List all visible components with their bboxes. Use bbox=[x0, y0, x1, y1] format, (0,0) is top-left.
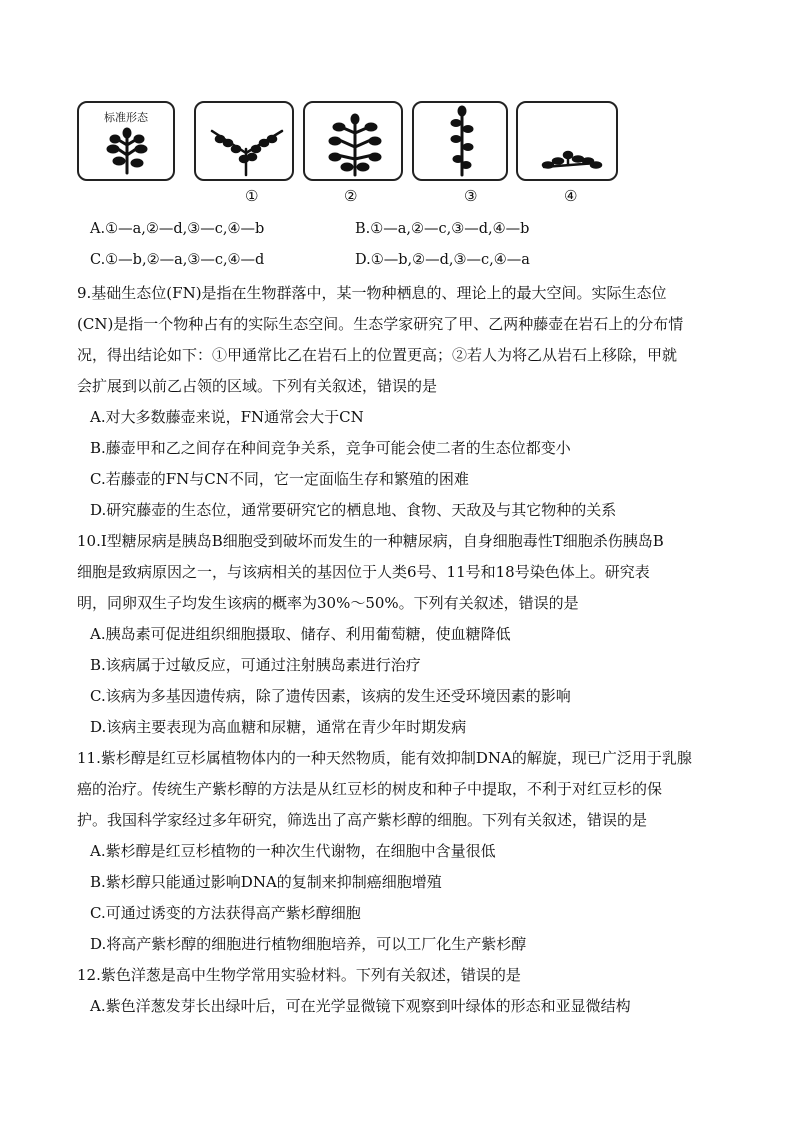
q9-option-a: A.对大多数藤壶来说，FN通常会大于CN bbox=[90, 408, 364, 426]
q11-stem-line: 癌的治疗。传统生产紫杉醇的方法是从红豆杉的树皮和种子中提取，不利于对红豆杉的保 bbox=[77, 780, 663, 798]
q9-stem-line: (CN)是指一个物种占有的实际生态空间。生态学家研究了甲、乙两种藤壶在岩石上的分布情 bbox=[77, 315, 684, 333]
q9-option-b: B.藤壶甲和乙之间存在种间竞争关系，竞争可能会使二者的生态位都变小 bbox=[90, 439, 571, 457]
q10-option-c: C.该病为多基因遗传病，除了遗传因素，该病的发生还受环境因素的影响 bbox=[90, 687, 571, 705]
panel-number-4: ④ bbox=[564, 187, 578, 205]
plant-standard-icon bbox=[79, 103, 177, 183]
plant-morphology-figure bbox=[77, 101, 657, 185]
q8-option-a: A.①—a,②—d,③—c,④—b bbox=[90, 221, 265, 237]
panel-2 bbox=[303, 101, 403, 181]
panel-1 bbox=[194, 101, 294, 181]
q8-option-d: D.①—b,②—d,③—c,④—a bbox=[355, 252, 530, 268]
q9-stem-line: 况，得出结论如下：①甲通常比乙在岩石上的位置更高；②若人为将乙从岩石上移除，甲就 bbox=[77, 346, 678, 364]
panel-number-2: ② bbox=[344, 187, 358, 205]
q9-option-d: D.研究藤壶的生态位，通常要研究它的栖息地、食物、天敌及与其它物种的关系 bbox=[90, 501, 617, 519]
plant-dwarf-icon bbox=[518, 103, 620, 183]
q9-stem-line: 9.基础生态位(FN)是指在生物群落中，某一物种栖息的、理论上的最大空间。实际生态位 bbox=[77, 284, 667, 302]
q12-stem-line: 12.紫色洋葱是高中生物学常用实验材料。下列有关叙述，错误的是 bbox=[77, 966, 521, 984]
q8-option-b: B.①—a,②—c,③—d,④—b bbox=[355, 221, 530, 237]
plant-bushy-icon bbox=[305, 103, 405, 183]
q11-option-d: D.将高产紫杉醇的细胞进行植物细胞培养，可以工厂化生产紫杉醇 bbox=[90, 935, 527, 953]
q10-option-a: A.胰岛素可促进组织细胞摄取、储存、利用葡萄糖，使血糖降低 bbox=[90, 625, 511, 643]
standard-label: 标准形态 bbox=[104, 111, 148, 124]
q12-option-a: A.紫色洋葱发芽长出绿叶后，可在光学显微镜下观察到叶绿体的形态和亚显微结构 bbox=[90, 997, 631, 1015]
panel-standard bbox=[77, 101, 175, 181]
panel-4 bbox=[516, 101, 618, 181]
q10-option-b: B.该病属于过敏反应，可通过注射胰岛素进行治疗 bbox=[90, 656, 421, 674]
panel-number-3: ③ bbox=[464, 187, 478, 205]
panel-number-1: ① bbox=[245, 187, 259, 205]
q10-stem-line: 10.Ⅰ型糖尿病是胰岛B细胞受到破坏而发生的一种糖尿病，自身细胞毒性T细胞杀伤胰岛B bbox=[77, 532, 664, 550]
panel-3 bbox=[412, 101, 508, 181]
q10-stem-line: 明，同卵双生子均发生该病的概率为30%～50%。下列有关叙述，错误的是 bbox=[77, 594, 579, 612]
q10-option-d: D.该病主要表现为高血糖和尿糖，通常在青少年时期发病 bbox=[90, 718, 467, 736]
q11-stem-line: 护。我国科学家经过多年研究，筛选出了高产紫杉醇的细胞。下列有关叙述，错误的是 bbox=[77, 811, 648, 829]
q11-option-b: B.紫杉醇只能通过影响DNA的复制来抑制癌细胞增殖 bbox=[90, 873, 442, 891]
plant-tall-icon bbox=[414, 103, 510, 183]
q10-stem-line: 细胞是致病原因之一，与该病相关的基因位于人类6号、11号和18号染色体上。研究表 bbox=[77, 563, 650, 581]
q8-option-c: C.①—b,②—a,③—c,④—d bbox=[90, 252, 265, 268]
q9-stem-line: 会扩展到以前乙占领的区域。下列有关叙述，错误的是 bbox=[77, 377, 438, 395]
q11-option-a: A.紫杉醇是红豆杉植物的一种次生代谢物，在细胞中含量很低 bbox=[90, 842, 496, 860]
plant-spreading-icon bbox=[196, 103, 296, 183]
q11-stem-line: 11.紫杉醇是红豆杉属植物体内的一种天然物质，能有效抑制DNA的解旋，现已广泛用于乳腺 bbox=[77, 749, 692, 767]
q11-option-c: C.可通过诱变的方法获得高产紫杉醇细胞 bbox=[90, 904, 361, 922]
q9-option-c: C.若藤壶的FN与CN不同，它一定面临生存和繁殖的困难 bbox=[90, 470, 469, 488]
